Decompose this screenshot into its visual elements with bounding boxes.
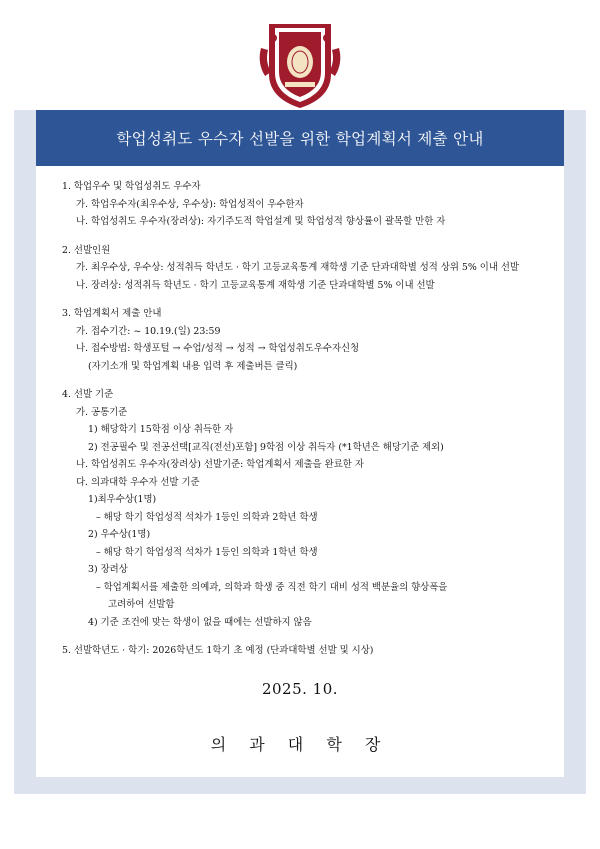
section-item: 1) 해당학기 15학점 이상 취득한 자 [88,424,234,435]
notice-content [62,178,552,660]
section-heading: 4. 선발 기준 [62,389,114,400]
section-heading: 2. 선발인원 [62,244,111,256]
section-item: 가. 접수기간: ~ 10.19.(일) 23:59 [76,325,221,337]
section-heading: 3. 학업계획서 제출 안내 [62,308,162,319]
section-item: 가. 최우수상, 우수상: 성적취득 학년도 · 학기 고등교육통계 재학생 기준 단과대학별 성적 상위 5% 이내 선발 [76,262,519,273]
section-item: 나. 장려상: 성적취득 학년도 · 학기 고등교육통계 재학생 기준 단과대학별 5% 이내 선발 [76,279,435,291]
page-title: 학업성취도 우수자 선발을 위한 학업계획서 제출 안내 [36,110,564,166]
section-item: (자기소개 및 학업계획 내용 입력 후 제출버튼 클릭) [88,360,298,372]
section-item: 고려하여 선발함 [108,599,175,610]
section-item: 4) 기준 조건에 맞는 학생이 없을 때에는 선발하지 않음 [88,616,312,628]
section-item: 3) 장려상 [88,564,128,575]
section-heading: 1. 학업우수 및 학업성취도 우수자 [62,181,201,192]
section-item: 가. 공통기준 [76,406,128,418]
section-item: – 학업계획서를 제출한 의예과, 의학과 학생 중 직전 학기 대비 성적 백분율의 향상폭을 [96,581,448,593]
section-item: 나. 학업성취도 우수자(장려상): 자기주도적 학업설계 및 학업성적 향상률이 괄목할 만한 자 [76,216,446,227]
section-item: 2) 우수상(1명) [88,529,151,540]
section-item: 2) 전공필수 및 전공선택[교직(전선)포함] 9학점 이상 취득자 (*1학년은 해당기준 제외) [88,441,444,453]
notice-date: 2025. 10. [261,680,339,698]
section-item: 나. 학업성취도 우수자(장려상) 선발기준: 학업계획서 제출을 완료한 자 [76,459,364,470]
university-seal-icon [255,18,345,110]
section-item: – 해당 학기 학업성적 석차가 1등인 의학과 2학년 학생 [96,511,318,523]
section-item: 다. 의과대학 우수자 선발 기준 [76,476,200,488]
section-item: 나. 접수방법: 학생포털 → 수업/성적 → 성적 → 학업성취도우수자신청 [76,343,360,354]
section-item: – 해당 학기 학업성적 석차가 1등인 의학과 1학년 학생 [96,546,318,558]
section-item: 가. 학업우수자(최우수상, 우수상): 학업성적이 우수한자 [76,198,304,210]
section-item: 1)최우수상(1명) [88,494,157,505]
section-heading: 5. 선발학년도 · 학기: 2026학년도 1학기 초 예정 (단과대학별 선발 및 시상) [62,645,374,656]
signer-name: 의 과 대 학 장 [210,735,390,754]
